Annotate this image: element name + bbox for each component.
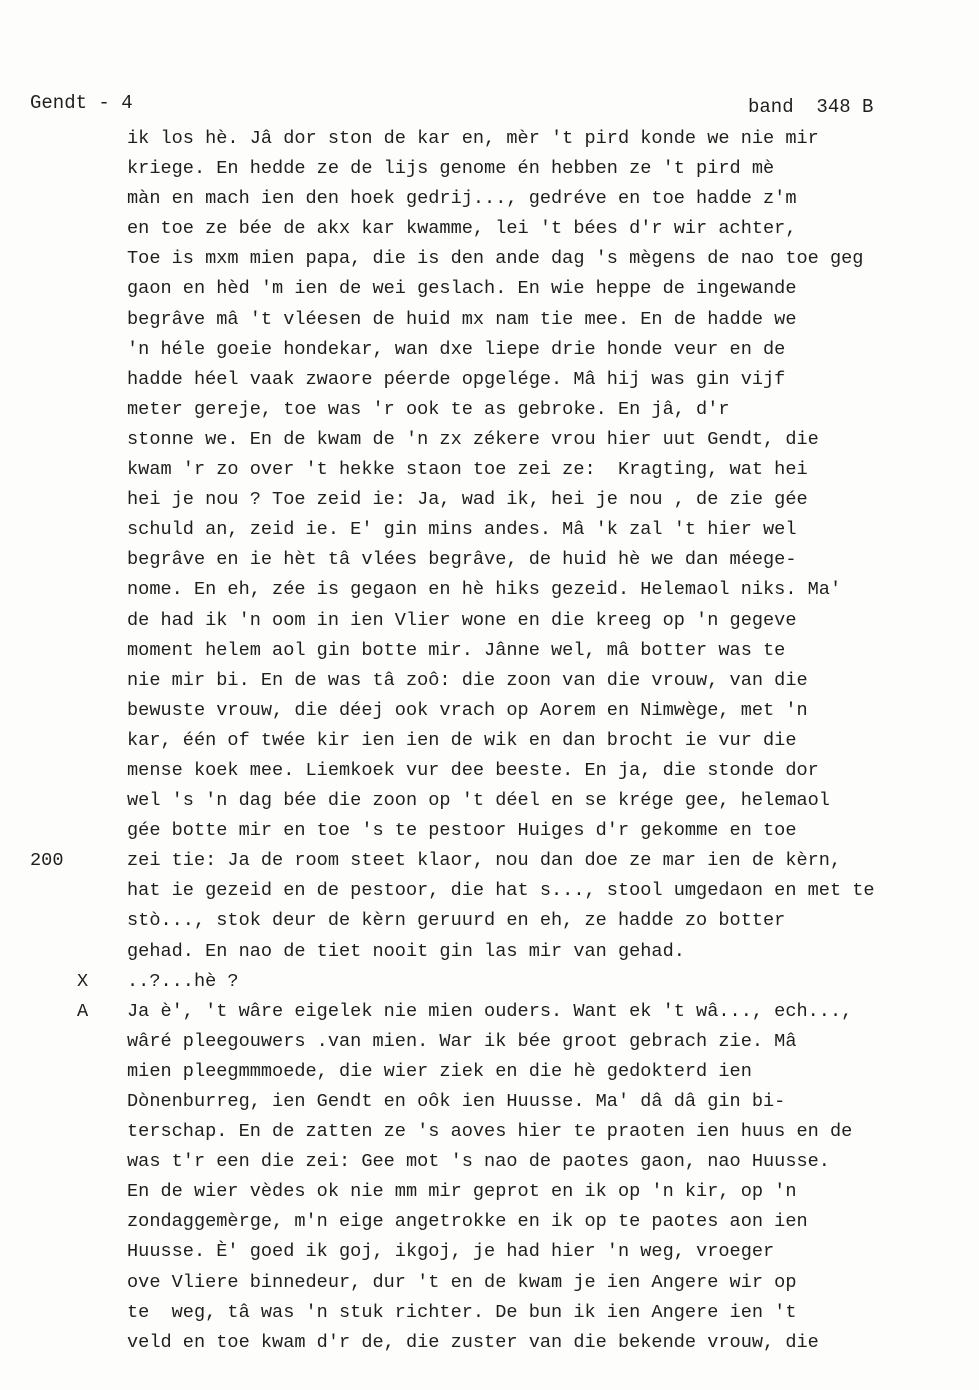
line-text: zondaggemèrge, m'n eige angetrokke en ik op te paotes aon ien bbox=[127, 1211, 808, 1233]
transcript-line bbox=[0, 575, 979, 605]
transcript-line bbox=[0, 305, 979, 335]
transcript-line bbox=[0, 425, 979, 455]
transcript-line bbox=[0, 937, 979, 967]
transcript-line bbox=[0, 1117, 979, 1147]
line-text: zei tie: Ja de room steet klaor, nou dan doe ze mar ien de kèrn, bbox=[127, 850, 842, 872]
line-text: bewuste vrouw, die déej ook vrach op Aorem en Nimwège, met 'n bbox=[127, 699, 808, 721]
line-text: stonne we. En de kwam de 'n zx zékere vrou hier uut Gendt, die bbox=[127, 428, 819, 450]
line-text: Huusse. È' goed ik goj, ikgoj, je had hier 'n weg, vroeger bbox=[127, 1241, 775, 1263]
line-text: gée botte mir en toe 's te pestoor Huiges d'r gekomme en toe bbox=[127, 820, 797, 842]
page-header-right: band 348 B bbox=[748, 96, 874, 118]
line-text: kwam 'r zo over 't hekke staon toe zei ze: Kragting, wat hei bbox=[127, 459, 808, 481]
line-text: hei je nou ? Toe zeid ie: Ja, wad ik, hei je nou , de zie gée bbox=[127, 489, 808, 511]
line-text: 'n héle goeie hondekar, wan dxe liepe drie honde veur en de bbox=[127, 338, 786, 360]
line-text: begrâve en ie hèt tâ vlées begrâve, de huid hè we dan méege- bbox=[127, 549, 797, 571]
speaker-label: X bbox=[77, 970, 89, 992]
line-text: te weg, tâ was 'n stuk richter. De bun ik ien Angere ien 't bbox=[127, 1301, 797, 1323]
transcript-line bbox=[0, 967, 979, 997]
line-text: wel 's 'n dag bée die zoon op 't déel en se krége gee, helemaol bbox=[127, 790, 830, 812]
line-text: mien pleegmmmoede, die wier ziek en die hè gedokterd ien bbox=[127, 1060, 752, 1082]
line-text: stò..., stok deur de kèrn geruurd en eh, ze hadde zo botter bbox=[127, 910, 786, 932]
transcript-line bbox=[0, 365, 979, 395]
line-text: gehad. En nao de tiet nooit gin las mir van gehad. bbox=[127, 940, 685, 962]
line-text: begrâve mâ 't vléesen de huid mx nam tie mee. En de hadde we bbox=[127, 308, 797, 330]
line-text: nie mir bi. En de was tâ zoô: die zoon van die vrouw, van die bbox=[127, 669, 808, 691]
line-text: schuld an, zeid ie. E' gin mins andes. Mâ 'k zal 't hier wel bbox=[127, 519, 797, 541]
transcript-line bbox=[0, 1237, 979, 1267]
line-text: veld en toe kwam d'r de, die zuster van die bekende vrouw, die bbox=[127, 1331, 819, 1353]
transcript-line bbox=[0, 274, 979, 304]
transcript-line bbox=[0, 335, 979, 365]
line-text: kriege. En hedde ze de lijs genome én hebben ze 't pird mè bbox=[127, 158, 775, 180]
line-text: hadde héel vaak zwaore péerde opgelége. Mâ hij was gin vijf bbox=[127, 368, 786, 390]
transcript-line bbox=[0, 1057, 979, 1087]
line-text: terschap. En de zatten ze 's aoves hier te praoten ien huus en de bbox=[127, 1121, 853, 1143]
transcript-line bbox=[0, 846, 979, 876]
transcript-line bbox=[0, 1147, 979, 1177]
transcript-line bbox=[0, 214, 979, 244]
speaker-label: A bbox=[77, 1000, 89, 1022]
transcript-body bbox=[0, 124, 979, 1358]
line-text: wâré pleegouwers .van mien. War ik bée groot gebrach zie. Mâ bbox=[127, 1030, 797, 1052]
transcript-line bbox=[0, 906, 979, 936]
transcript-line bbox=[0, 636, 979, 666]
transcript-line bbox=[0, 876, 979, 906]
line-text: was t'r een die zei: Gee mot 's nao de paotes gaon, nao Huusse. bbox=[127, 1151, 830, 1173]
transcript-line bbox=[0, 1298, 979, 1328]
transcript-line bbox=[0, 997, 979, 1027]
transcript-line bbox=[0, 244, 979, 274]
transcript-line bbox=[0, 395, 979, 425]
line-text: moment helem aol gin botte mir. Jânne wel, mâ botter was te bbox=[127, 639, 786, 661]
line-text: ik los hè. Jâ dor ston de kar en, mèr 't pird konde we nie mir bbox=[127, 128, 819, 149]
transcript-line bbox=[0, 1177, 979, 1207]
transcript-line bbox=[0, 124, 979, 154]
line-text: gaon en hèd 'm ien de wei geslach. En wie heppe de ingewande bbox=[127, 278, 797, 300]
transcript-line bbox=[0, 606, 979, 636]
transcript-line bbox=[0, 786, 979, 816]
line-text: màn en mach ien den hoek gedrij..., gedréve en toe hadde z'm bbox=[127, 188, 797, 210]
transcript-line bbox=[0, 696, 979, 726]
line-text: Toe is mxm mien papa, die is den ande dag 's mègens de nao toe geg bbox=[127, 248, 864, 270]
transcript-line bbox=[0, 726, 979, 756]
line-text: kar, één of twée kir ien ien de wik en dan brocht ie vur die bbox=[127, 729, 797, 751]
transcript-line bbox=[0, 816, 979, 846]
line-text: de had ik 'n oom in ien Vlier wone en die kreeg op 'n gegeve bbox=[127, 609, 797, 631]
transcript-line bbox=[0, 515, 979, 545]
page-header-left: Gendt - 4 bbox=[30, 92, 133, 114]
transcript-line bbox=[0, 1328, 979, 1358]
line-text: en toe ze bée de akx kar kwamme, lei 't bées d'r wir achter, bbox=[127, 218, 797, 240]
line-text: mense koek mee. Liemkoek vur dee beeste. En ja, die stonde dor bbox=[127, 759, 819, 781]
line-text: nome. En eh, zée is gegaon en hè hiks gezeid. Helemaol niks. Ma' bbox=[127, 579, 842, 601]
transcript-line bbox=[0, 1027, 979, 1057]
transcript-line bbox=[0, 666, 979, 696]
transcript-line bbox=[0, 184, 979, 214]
line-text: Dònenburreg, ien Gendt en oôk ien Huusse. Ma' dâ dâ gin bi- bbox=[127, 1091, 786, 1112]
transcript-line bbox=[0, 485, 979, 515]
line-text: hat ie gezeid en de pestoor, die hat s..., stool umgedaon en met te bbox=[127, 880, 875, 902]
line-text: ove Vliere binnedeur, dur 't en de kwam je ien Angere wir op bbox=[127, 1271, 797, 1293]
transcript-line bbox=[0, 1207, 979, 1237]
transcript-line bbox=[0, 756, 979, 786]
margin-counter: 200 bbox=[30, 850, 64, 872]
line-text: meter gereje, toe was 'r ook te as gebroke. En jâ, d'r bbox=[127, 398, 730, 420]
line-text: En de wier vèdes ok nie mm mir geprot en ik op 'n kir, op 'n bbox=[127, 1181, 797, 1203]
transcript-line bbox=[0, 455, 979, 485]
transcript-line bbox=[0, 545, 979, 575]
transcript-line bbox=[0, 1087, 979, 1117]
transcript-line bbox=[0, 154, 979, 184]
line-text: ..?...hè ? bbox=[127, 970, 239, 992]
line-text: Ja è', 't wâre eigelek nie mien ouders. Want ek 't wâ..., ech..., bbox=[127, 1000, 853, 1022]
transcript-line bbox=[0, 1268, 979, 1298]
